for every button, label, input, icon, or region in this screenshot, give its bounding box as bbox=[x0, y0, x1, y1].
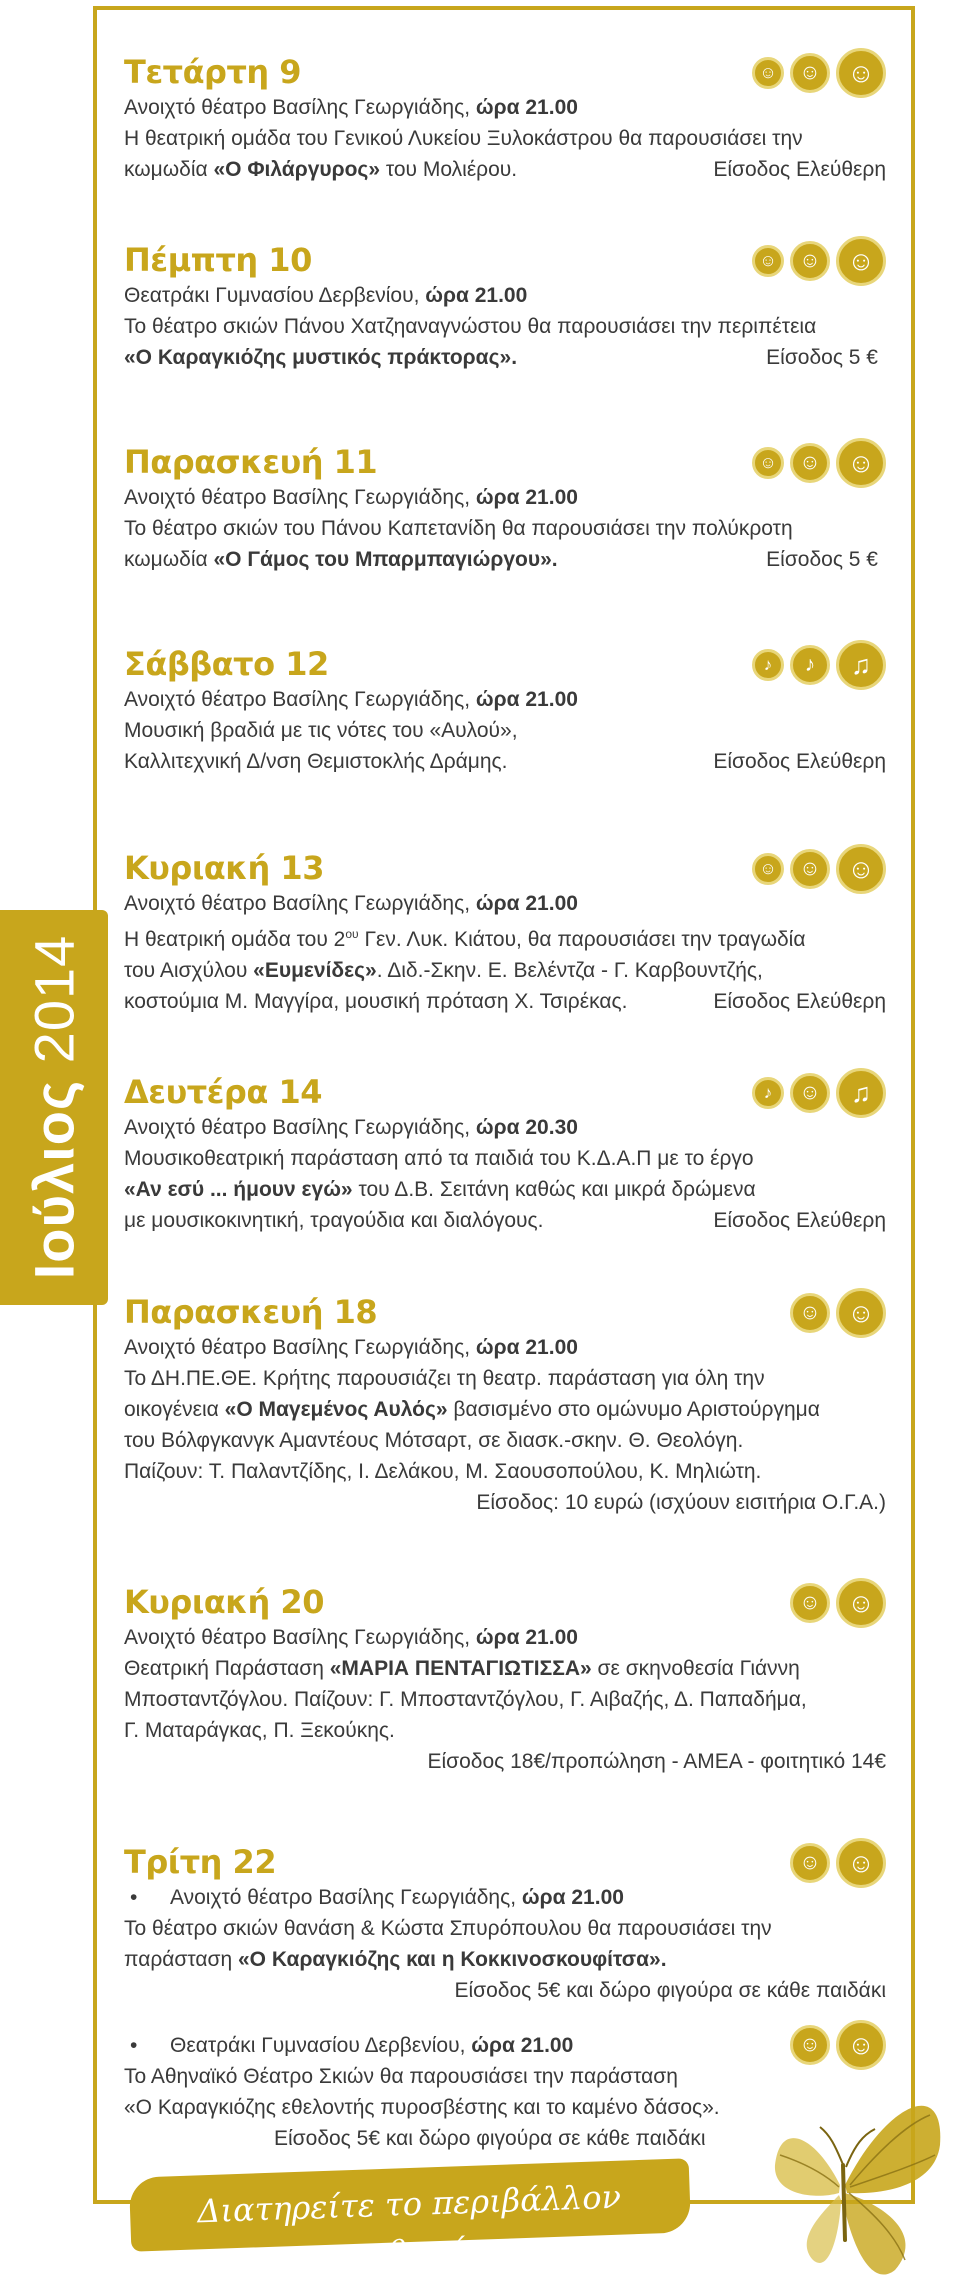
theater-mask-icon: ☺ bbox=[836, 1578, 886, 1628]
event-description: Θεατρική Παράσταση «ΜΑΡΙΑ ΠΕΝΤΑΓΙΩΤΙΣΣΑ» σε σκηνοθεσία Γιάννη bbox=[124, 1657, 800, 1680]
event-description: του Αισχύλου «Ευμενίδες». Διδ.-Σκην. Ε. Βελέντζα - Γ. Καρβουντζής, bbox=[124, 959, 763, 982]
event-description: Το ΔΗ.ΠΕ.ΘΕ. Κρήτης παρουσιάζει τη θεατρ. παράσταση για όλη την bbox=[124, 1367, 765, 1390]
event-title: Πέμπτη 10 bbox=[124, 241, 312, 279]
event-saturday-12 bbox=[124, 644, 886, 777]
theater-mask-icon: ☺ bbox=[790, 443, 830, 483]
theater-mask-icon: ☺ bbox=[790, 1073, 830, 1113]
event-entry: Είσοδος 18€/προπώληση - ΑΜΕΑ - φοιτητικό 14€ bbox=[427, 1750, 886, 1773]
event-entry: Είσοδος Ελεύθερη bbox=[713, 750, 886, 773]
event-venue: • Θεατράκι Γυμνασίου Δερβενίου, ώρα 21.00 bbox=[130, 2034, 574, 2057]
theater-mask-icon: ☺ bbox=[836, 844, 886, 894]
month-label bbox=[22, 935, 87, 1280]
music-note-icon: ♫ bbox=[836, 1068, 886, 1118]
theater-mask-icon: ☺ bbox=[790, 241, 830, 281]
theater-mask-icon: ☺ bbox=[752, 57, 784, 89]
event-description: Μουσική βραδιά με τις νότες του «Αυλού», bbox=[124, 719, 518, 742]
theater-mask-icon: ☺ bbox=[752, 245, 784, 277]
theater-mask-icon: ☺ bbox=[836, 438, 886, 488]
music-note-icon: ♪ bbox=[790, 645, 830, 685]
event-icons bbox=[752, 1068, 886, 1118]
event-title: Κυριακή 13 bbox=[124, 849, 324, 887]
event-entry: Είσοδος 5 € bbox=[766, 548, 878, 571]
event-title: Παρασκευή 11 bbox=[124, 443, 378, 481]
event-icons bbox=[752, 236, 886, 286]
event-title: Κυριακή 20 bbox=[124, 1583, 324, 1621]
event-entry: Είσοδος Ελεύθερη bbox=[713, 1209, 886, 1232]
theater-mask-icon: ☺ bbox=[790, 1583, 830, 1623]
theater-mask-icon: ☺ bbox=[790, 1843, 830, 1883]
event-thursday-10 bbox=[124, 240, 886, 373]
event-venue: Ανοιχτό θέατρο Βασίλης Γεωργιάδης, ώρα 21.00 bbox=[124, 486, 578, 509]
theater-mask-icon: ☺ bbox=[836, 1288, 886, 1338]
event-description: Η θεατρική ομάδα του $2^{o\upsilon}$ Γεν. Λυκ. Κιάτου, θα παρουσιάσει την τραγωδία bbox=[124, 927, 806, 951]
event-entry: Είσοδος 5€ και δώρο φιγούρα σε κάθε παιδάκι bbox=[454, 1979, 886, 2002]
event-description: Μποσταντζόγλου. Παίζουν: Γ. Μποσταντζόγλου, Γ. Αιβαζής, Δ. Παπαδήμα, bbox=[124, 1688, 807, 1711]
event-venue: Ανοιχτό θέατρο Βασίλης Γεωργιάδης, ώρα 21.00 bbox=[124, 1626, 578, 1649]
event-title: Τετάρτη 9 bbox=[124, 53, 302, 91]
month-name: Ιούλιος bbox=[22, 1079, 86, 1280]
event-venue: Θεατράκι Γυμνασίου Δερβενίου, ώρα 21.00 bbox=[124, 284, 528, 307]
event-friday-18 bbox=[124, 1292, 886, 1518]
music-note-icon: ♪ bbox=[752, 649, 784, 681]
music-note-icon: ♪ bbox=[752, 1077, 784, 1109]
event-title: Σάββατο 12 bbox=[124, 645, 329, 683]
event-entry: Είσοδος Ελεύθερη bbox=[713, 990, 886, 1013]
theater-mask-icon: ☺ bbox=[790, 2025, 830, 2065]
event-sunday-13 bbox=[124, 848, 886, 1017]
month-year: 2014 bbox=[22, 934, 86, 1064]
event-icons bbox=[752, 844, 886, 894]
event-monday-14 bbox=[124, 1072, 886, 1236]
event-description: Καλλιτεχνική Δ/νση Θεμιστοκλής Δράμης. Είσοδος Ελεύθερη bbox=[124, 746, 886, 777]
event-entry: Είσοδος: 10 ευρώ (ισχύουν εισιτήρια Ο.Γ.Α.) bbox=[476, 1491, 886, 1514]
event-description: Η θεατρική ομάδα του Γενικού Λυκείου Ξυλοκάστρου θα παρουσιάσει την bbox=[124, 127, 803, 150]
event-sunday-20 bbox=[124, 1582, 886, 1777]
event-description: «Αν εσύ ... ήμουν εγώ» του Δ.Β. Σειτάνη καθώς και μικρά δρώμενα bbox=[124, 1178, 756, 1201]
theater-mask-icon: ☺ bbox=[836, 2020, 886, 2070]
event-description: κωμωδία «Ο Φιλάργυρος» του Μολιέρου. Είσοδος Ελεύθερη bbox=[124, 154, 886, 185]
event-description: παράσταση «Ο Καραγκιόζης και η Κοκκινοσκουφίτσα». bbox=[124, 1948, 667, 1971]
event-entry: Είσοδος Ελεύθερη bbox=[713, 158, 886, 181]
event-description: Παίζουν: Τ. Παλαντζίδης, Ι. Δελάκου, Μ. Σαουσοπούλου, Κ. Μηλιώτη. bbox=[124, 1460, 762, 1483]
event-title: Παρασκευή 18 bbox=[124, 1293, 378, 1331]
theater-mask-icon: ☺ bbox=[790, 849, 830, 889]
event-description: Το θέατρο σκιών θανάση & Κώστα Σπυρόπουλου θα παρουσιάσει την bbox=[124, 1917, 772, 1940]
theater-mask-icon: ☺ bbox=[790, 53, 830, 93]
event-icons bbox=[790, 2020, 886, 2070]
event-description: Το Αθηναϊκό Θέατρο Σκιών θα παρουσιάσει την παράσταση bbox=[124, 2065, 678, 2088]
theater-mask-icon: ☺ bbox=[836, 48, 886, 98]
event-entry: Είσοδος 5€ και δώρο φιγούρα σε κάθε παιδάκι bbox=[274, 2127, 706, 2150]
event-icons bbox=[790, 1838, 886, 1888]
event-title: Δευτέρα 14 bbox=[124, 1073, 322, 1111]
event-venue: Ανοιχτό θέατρο Βασίλης Γεωργιάδης, ώρα 21.00 bbox=[124, 1336, 578, 1359]
event-description: οικογένεια «Ο Μαγεμένος Αυλός» βασισμένο στο ομώνυμο Αριστούργημα bbox=[124, 1398, 820, 1421]
event-venue: Ανοιχτό θέατρο Βασίλης Γεωργιάδης, ώρα 21.00 bbox=[124, 892, 578, 915]
theater-mask-icon: ☺ bbox=[836, 236, 886, 286]
theater-mask-icon: ☺ bbox=[752, 853, 784, 885]
event-venue: Ανοιχτό θέατρο Βασίλης Γεωργιάδης, ώρα 21.00 bbox=[124, 96, 578, 119]
footer-slogan: Διατηρείτε το περιβάλλον καθαρό. bbox=[196, 2177, 622, 2274]
event-title: Τρίτη 22 bbox=[124, 1843, 277, 1881]
event-description: κοστούμια Μ. Μαγγίρα, μουσική πρόταση Χ. Τσιρέκας. Είσοδος Ελεύθερη bbox=[124, 986, 886, 1017]
event-icons bbox=[752, 48, 886, 98]
event-description: Γ. Ματαράγκας, Π. Ξεκούκης. bbox=[124, 1719, 395, 1742]
event-icons bbox=[752, 438, 886, 488]
event-description: «Ο Καραγκιόζης μυστικός πράκτορας». Είσοδος 5 € bbox=[124, 342, 886, 373]
butterfly-icon bbox=[735, 2065, 955, 2285]
event-description: του Βόλφγκανγκ Αμαντέους Μότσαρτ, σε διασκ.-σκην. Θ. Θεολόγη. bbox=[124, 1429, 744, 1452]
event-venue: • Ανοιχτό θέατρο Βασίλης Γεωργιάδης, ώρα 21.00 bbox=[130, 1886, 624, 1909]
event-description: «Ο Καραγκιόζης εθελοντής πυροσβέστης και το καμένο δάσος». bbox=[124, 2096, 720, 2119]
event-entry: Είσοδος 5 € bbox=[766, 346, 878, 369]
event-venue: Ανοιχτό θέατρο Βασίλης Γεωργιάδης, ώρα 21.00 bbox=[124, 688, 578, 711]
theater-mask-icon: ☺ bbox=[836, 1838, 886, 1888]
event-icons bbox=[790, 1578, 886, 1628]
event-wednesday-9 bbox=[124, 52, 886, 185]
event-description: Το θέατρο σκιών Πάνου Χατζηαναγνώστου θα παρουσιάσει την περιπέτεια bbox=[124, 315, 817, 338]
event-description: Το θέατρο σκιών του Πάνου Καπετανίδη θα παρουσιάσει την πολύκροτη bbox=[124, 517, 793, 540]
theater-mask-icon: ☺ bbox=[790, 1293, 830, 1333]
event-description: με μουσικοκινητική, τραγούδια και διαλόγους. Είσοδος Ελεύθερη bbox=[124, 1205, 886, 1236]
music-note-icon: ♫ bbox=[836, 640, 886, 690]
event-description: Μουσικοθεατρική παράσταση από τα παιδιά του Κ.Δ.Α.Π με το έργο bbox=[124, 1147, 754, 1170]
event-description: κωμωδία «Ο Γάμος του Μπαρμπαγιώργου». Είσοδος 5 € bbox=[124, 544, 886, 575]
event-icons bbox=[790, 1288, 886, 1338]
event-friday-11 bbox=[124, 442, 886, 575]
event-icons bbox=[752, 640, 886, 690]
event-venue: Ανοιχτό θέατρο Βασίλης Γεωργιάδης, ώρα 20.30 bbox=[124, 1116, 578, 1139]
theater-mask-icon: ☺ bbox=[752, 447, 784, 479]
